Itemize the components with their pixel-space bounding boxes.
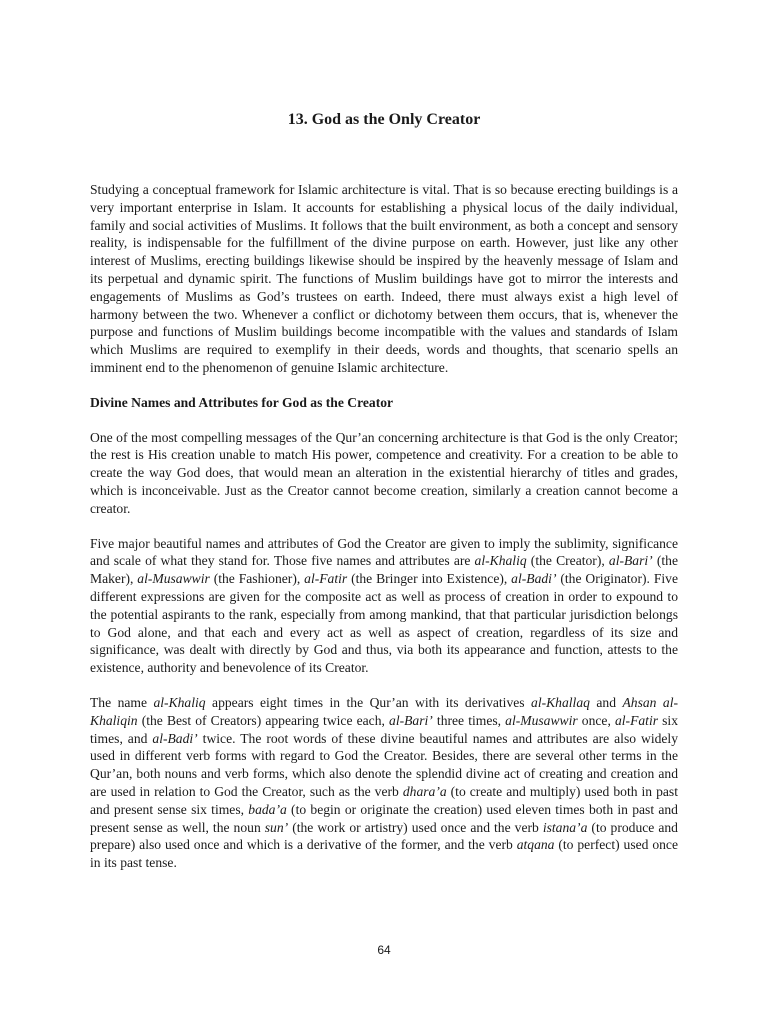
arabic-term: istana’a [542, 819, 588, 835]
text-run: three times, [432, 712, 506, 728]
paragraph-only-creator: One of the most compelling messages of the Qur’an concerning architecture is that God is the only Creator; the rest is His creation unable to match His power, competence and creativity. For a creation to be able to create the way God does, that would mean an alteration in the existential hierarchy of titles and grades, which is inconceivable. Just as the Creator cannot become creation, similarly a creation cannot become a creator. [90, 429, 678, 516]
divine-name-term: al-Badi’ [152, 730, 198, 746]
text-run: twice. The root words of these divine beautiful names and attributes are also widely used in different verb forms with regard to God the Creator. Besides, there are several other terms in the Qur’an, both nouns and verb forms, which also denote the splendid divine act of creating and creation and are used in relation to God the Creator, such as the verb [90, 730, 678, 799]
chapter-title: 13. God as the Only Creator [287, 111, 481, 128]
text-run: (to perfect) used once in its past tense. [90, 837, 678, 871]
arabic-term: dhara’a [402, 783, 447, 799]
text-run: (the work or artistry) used once and the verb [288, 819, 543, 835]
divine-name-term: al-Fatir [614, 712, 659, 728]
divine-name-term: al-Bari’ [389, 712, 433, 728]
text-run: (the Bringer into Existence), [347, 571, 512, 587]
document-page [90, 0, 678, 1024]
text-run: (the Fashioner), [209, 571, 305, 587]
body-text [90, 181, 678, 872]
text-run: and [589, 694, 623, 710]
divine-name-term: al-Bari’ [608, 553, 653, 569]
text-run: six times, and [90, 712, 679, 746]
text-run: Five major beautiful names and attributes of God the Creator are given to imply the sublimity, significance and scale of what they stand for. Those five names and attributes are [90, 535, 678, 569]
divine-name-term: Ahsan al-Khaliqin [90, 694, 678, 728]
divine-name-term: al-Khallaq [531, 694, 590, 710]
divine-name-term: al-Musawwir [137, 571, 210, 587]
text-run: (the Maker), [90, 553, 678, 587]
text-run: (the Originator). Five different expressions are given for the composite act as well as process of creation in order to expound to the potential aspirants to the rank, especially from among mankind, that that particular jurisdiction belongs to God alone, and that each and every act as well as aspect of creation, regardless of its size and significance, was dealt with directly by God and thus, via both its appearance and function, attests to the existence, authority and benevolence of its Creator. [90, 571, 678, 676]
text-run: (to create and multiply) used both in past and present sense six times, [90, 783, 678, 817]
page-number: 64 [377, 943, 391, 957]
arabic-term: atqana [516, 837, 555, 853]
divine-name-term: al-Badi’ [511, 571, 557, 587]
text-run: (the Best of Creators) appearing twice each, [137, 712, 390, 728]
paragraph-five-names [90, 535, 678, 677]
arabic-term: sun’ [264, 819, 289, 835]
divine-name-term: al-Fatir [304, 571, 348, 587]
intro-paragraph: Studying a conceptual framework for Islamic architecture is vital. That is so because erecting buildings is a very important enterprise in Islam. It accounts for establishing a physical locus of the daily individual, family and social activities of Muslims. It follows that the built environment, as both a concept and sensory reality, is indispensable for the fulfillment of the divine purpose on earth. However, just like any other interest of Muslims, erecting buildings likewise should be inspired by the heavenly message of Islam and its perpetual and dynamic spirit. The functions of Muslim buildings have got to mirror the interests and engagements of Muslims as God’s trustees on earth. Indeed, there must always exist a high level of harmony between the two. Whenever a conflict or dichotomy between them occurs, that is, whenever the purpose and functions of Muslim buildings become incompatible with the values and standards of Islam which Muslims are required to exemplify in their deeds, words and thoughts, that scenario spells an imminent end to the phenomenon of genuine Islamic architecture. [90, 182, 678, 375]
divine-name-term: al-Musawwir [505, 712, 578, 728]
paragraph-name-occurrences [90, 694, 678, 872]
arabic-term: bada’a [248, 801, 287, 817]
divine-name-term: al-Khaliq [153, 694, 206, 710]
text-run: appears eight times in the Qur’an with its derivatives [205, 694, 532, 710]
divine-name-term: al-Khaliq [474, 553, 527, 569]
section-heading: Divine Names and Attributes for God as the Creator [90, 394, 394, 410]
text-run: (to begin or originate the creation) used eleven times both in past and present sense as well, the noun [90, 801, 678, 835]
text-run: (the Creator), [526, 553, 609, 569]
text-run: The name [90, 694, 154, 710]
text-run: (to produce and prepare) also used once and which is a derivative of the former, and the verb [90, 819, 678, 853]
text-run: once, [577, 712, 615, 728]
